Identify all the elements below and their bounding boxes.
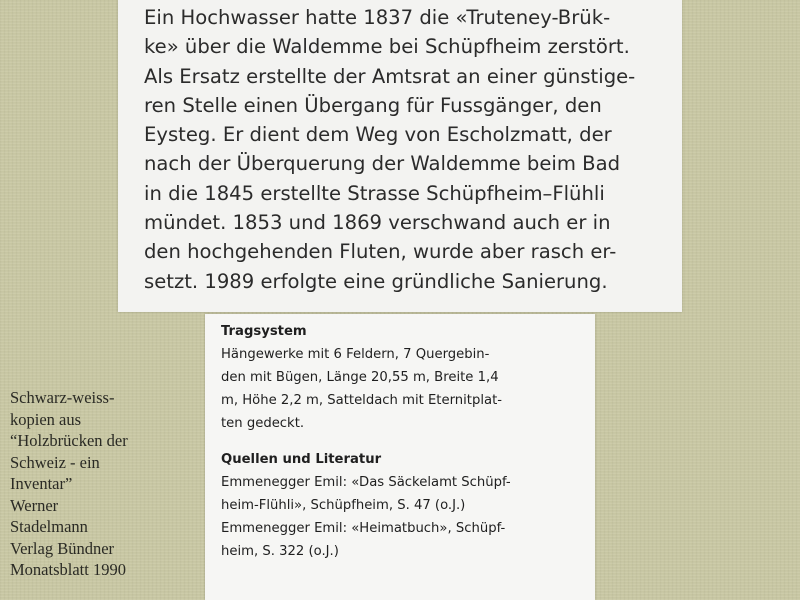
- caption-line: Stadelmann: [10, 517, 88, 536]
- paragraph-line: in die 1845 erstellte Strasse Schüpfheim–Flühli: [144, 181, 605, 205]
- paragraph-line: setzt. 1989 erfolgte eine gründliche Sanierung.: [144, 269, 608, 293]
- history-paragraph: [144, 3, 674, 296]
- tragsystem-text: [221, 343, 591, 435]
- tragsystem-heading: Tragsystem: [221, 324, 307, 339]
- paragraph-line: Ein Hochwasser hatte 1837 die «Truteney-Brük-: [144, 6, 611, 29]
- paragraph-line: Als Ersatz erstellte der Amtsrat an einer günstige-: [144, 64, 636, 88]
- paragraph-line: mündet. 1853 und 1869 verschwand auch er in: [144, 211, 611, 235]
- quellen-line: heim-Flühli», Schüpfheim, S. 47 (o.J.): [221, 498, 466, 513]
- paragraph-line: ke» über die Waldemme bei Schüpfheim zerstört.: [144, 35, 630, 59]
- caption-line: “Holzbrücken der: [10, 431, 128, 450]
- article-clipping-top: [118, 0, 682, 312]
- paragraph-line: den hochgehenden Fluten, wurde aber rasch er-: [144, 240, 617, 264]
- quellen-line: Emmenegger Emil: «Heimatbuch», Schüpf-: [221, 521, 506, 536]
- paragraph-line: nach der Überquerung der Waldemme beim Bad: [144, 152, 621, 176]
- paragraph-line: Eysteg. Er dient dem Weg von Escholzmatt, der: [144, 123, 612, 147]
- caption-line: Werner: [10, 495, 59, 515]
- caption-line: Inventar”: [10, 474, 73, 493]
- tragsystem-line: den mit Bügen, Länge 20,55 m, Breite 1,4: [221, 370, 499, 385]
- caption-line: kopien aus: [10, 409, 82, 429]
- quellen-line: heim, S. 322 (o.J.): [221, 544, 339, 559]
- quellen-text: [221, 471, 591, 563]
- caption-line: Monatsblatt 1990: [10, 560, 126, 579]
- caption-line: Verlag Bündner: [10, 538, 115, 558]
- tragsystem-line: Hängewerke mit 6 Feldern, 7 Quergebin-: [221, 347, 490, 362]
- quellen-line: Emmenegger Emil: «Das Säckelamt Schüpf-: [221, 475, 511, 490]
- caption-line: Schwarz-weiss-: [10, 388, 115, 407]
- article-clipping-bottom: [205, 314, 595, 600]
- quellen-heading: Quellen und Literatur: [221, 452, 382, 467]
- tragsystem-line: ten gedeckt.: [221, 416, 305, 431]
- caption-line: Schweiz - ein: [10, 452, 100, 472]
- paragraph-line: ren Stelle einen Übergang für Fussgänger, den: [144, 93, 602, 117]
- tragsystem-line: m, Höhe 2,2 m, Satteldach mit Eternitplat-: [221, 393, 503, 408]
- source-caption: [10, 387, 200, 581]
